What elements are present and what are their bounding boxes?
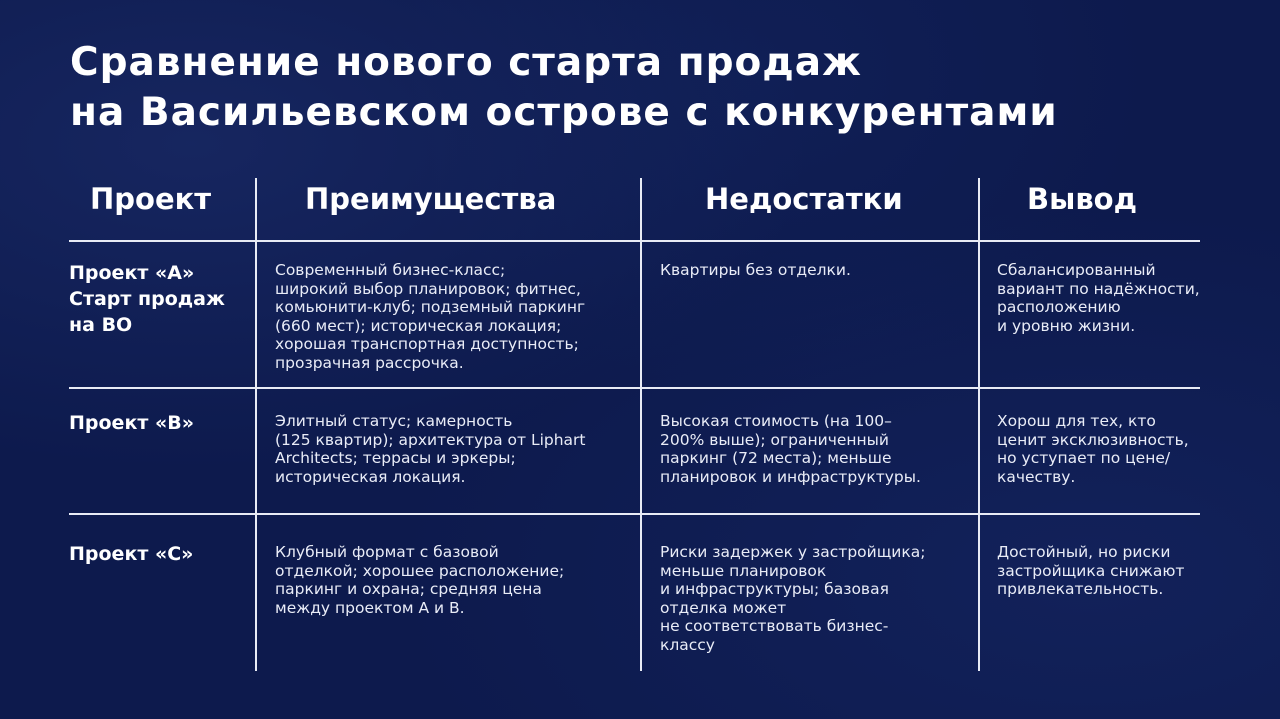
header-divider xyxy=(69,240,1200,242)
row-advantages: Современный бизнес-класс; широкий выбор планировок; фитнес, комьюнити-клуб; подземный паркинг (660 мест); историческая локация; хорошая транспортная доступность; прозрачная рассрочка. xyxy=(275,261,586,372)
slide-title-line-2: на Васильевском острове с конкурентами xyxy=(70,90,1058,135)
row-advantages: Элитный статус; камерность (125 квартир); архитектура от Liphart Architects; террасы и эркеры; историческая локация. xyxy=(275,412,586,486)
row-disadvantages: Риски задержек у застройщика; меньше планировок и инфраструктуры; базовая отделка может не соответствовать бизнес- классу xyxy=(660,543,926,654)
row-advantages: Клубный формат с базовой отделкой; хорошее расположение; паркинг и охрана; средняя цена между проектом А и В. xyxy=(275,543,565,617)
row-project-name: Проект «А» Старт продаж на ВО xyxy=(69,262,225,336)
header-project: Проект xyxy=(90,182,212,216)
row-disadvantages: Квартиры без отделки. xyxy=(660,261,851,279)
column-divider-1 xyxy=(255,178,257,671)
row-project-name: Проект «С» xyxy=(69,543,194,565)
header-conclusion: Вывод xyxy=(1027,182,1138,216)
slide-title xyxy=(70,38,1058,138)
row-project-name: Проект «В» xyxy=(69,412,194,434)
column-divider-3 xyxy=(978,178,980,671)
column-divider-2 xyxy=(640,178,642,671)
slide-title-line-1: Сравнение нового старта продаж xyxy=(70,40,862,85)
header-disadvantages: Недостатки xyxy=(705,182,903,216)
row-divider-2 xyxy=(69,513,1200,515)
row-conclusion: Сбалансированный вариант по надёжности, расположению и уровню жизни. xyxy=(997,261,1200,335)
row-divider-1 xyxy=(69,387,1200,389)
row-disadvantages: Высокая стоимость (на 100– 200% выше); ограниченный паркинг (72 места); меньше планировок и инфраструктуры. xyxy=(660,412,921,486)
header-advantages: Преимущества xyxy=(305,182,557,216)
row-conclusion: Хорош для тех, кто ценит эксклюзивность, но уступает по цене/ качеству. xyxy=(997,412,1189,486)
row-conclusion: Достойный, но риски застройщика снижают привлекательность. xyxy=(997,543,1185,598)
